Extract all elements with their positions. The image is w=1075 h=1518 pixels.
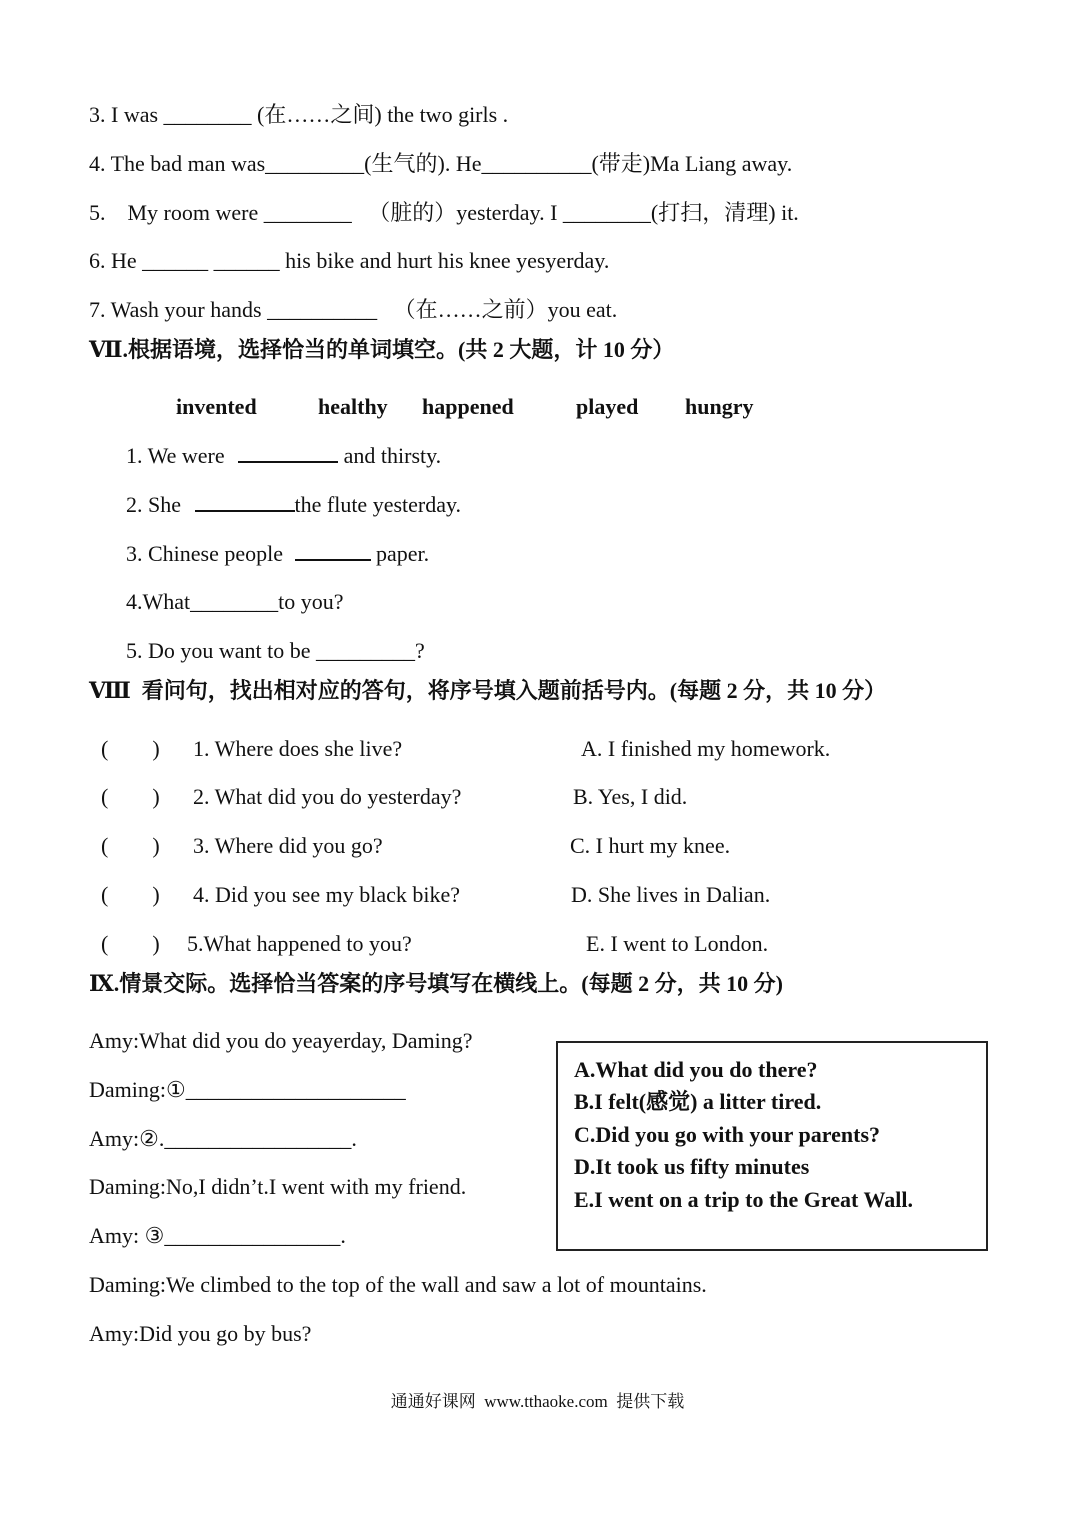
match-bracket-2[interactable]: ( ) (101, 784, 160, 809)
dialogue-line-3: Amy:②._________________. (89, 1126, 357, 1151)
match-bracket-5[interactable]: ( ) (101, 931, 160, 956)
fill-question-4: 4.What________to you? (126, 589, 344, 614)
word-bank-invented: invented (176, 394, 257, 419)
answer-blank[interactable] (295, 541, 371, 561)
option-b: B.I felt(感觉) a litter tired. (574, 1089, 822, 1114)
dialogue-line-2: Daming:①____________________ (89, 1077, 406, 1102)
match-bracket-4[interactable]: ( ) (101, 882, 160, 907)
fill-question-5: 5. Do you want to be _________? (126, 638, 425, 663)
section-7-heading: Ⅶ.根据语境，选择恰当的单词填空。(共 2 大题，计 10 分） (89, 337, 675, 362)
exercise-line-6: 6. He ______ ______ his bike and hurt his knee yesyerday. (89, 248, 610, 273)
match-question-2: 2. What did you do yesterday? (193, 784, 462, 809)
match-answer-b: B. Yes, I did. (573, 784, 688, 809)
answer-blank[interactable] (238, 443, 338, 463)
dialogue-line-4: Daming:No,I didn’t.I went with my friend. (89, 1174, 467, 1199)
exercise-line-3: 3. I was ________ (在……之间) the two girls . (89, 102, 509, 127)
option-c: C.Did you go with your parents? (574, 1122, 881, 1147)
match-answer-d: D. She lives in Dalian. (571, 882, 771, 907)
match-question-1: 1. Where does she live? (193, 736, 403, 761)
match-question-4: 4. Did you see my black bike? (193, 882, 460, 907)
word-bank-played: played (576, 394, 639, 419)
exercise-line-7: 7. Wash your hands __________ （在……之前）you eat. (89, 297, 618, 322)
dialogue-line-7: Amy:Did you go by bus? (89, 1321, 312, 1346)
page-footer: 通通好课网 www.tthaoke.com 提供下载 (390, 1392, 685, 1411)
section-9-heading: Ⅸ.情景交际。选择恰当答案的序号填写在横线上。(每题 2 分，共 10 分) (89, 971, 783, 996)
fill-question-1: 1. We were and thirsty. (126, 443, 442, 468)
match-answer-c: C. I hurt my knee. (570, 833, 731, 858)
exercise-line-4: 4. The bad man was_________(生气的). He__________(带走)Ma Liang away. (89, 151, 793, 176)
answer-blank[interactable] (195, 492, 295, 512)
dialogue-line-5: Amy: ③________________. (89, 1223, 346, 1248)
match-question-5: 5.What happened to you? (187, 931, 412, 956)
exercise-line-5: 5. My room were ________ （脏的）yesterday. I ________(打扫，清理) it. (89, 200, 799, 225)
match-bracket-1[interactable]: ( ) (101, 736, 160, 761)
option-e: E.I went on a trip to the Great Wall. (574, 1187, 913, 1212)
word-bank-hungry: hungry (685, 394, 754, 419)
match-answer-e: E. I went to London. (586, 931, 769, 956)
match-answer-a: A. I finished my homework. (581, 736, 831, 761)
match-question-3: 3. Where did you go? (193, 833, 383, 858)
word-bank-happened: happened (422, 394, 514, 419)
option-d: D.It took us fifty minutes (574, 1154, 810, 1179)
word-bank-healthy: healthy (318, 394, 388, 419)
dialogue-line-1: Amy:What did you do yeayerday, Daming? (89, 1028, 473, 1053)
fill-question-2: 2. She the flute yesterday. (126, 492, 462, 517)
fill-question-3: 3. Chinese people paper. (126, 541, 430, 566)
section-8-heading: Ⅷ 看问句，找出相对应的答句，将序号填入题前括号内。(每题 2 分，共 10 分） (89, 678, 887, 703)
dialogue-line-6: Daming:We climbed to the top of the wall and saw a lot of mountains. (89, 1272, 707, 1297)
option-a: A.What did you do there? (574, 1057, 818, 1082)
answer-options-box (556, 1041, 988, 1251)
match-bracket-3[interactable]: ( ) (101, 833, 160, 858)
